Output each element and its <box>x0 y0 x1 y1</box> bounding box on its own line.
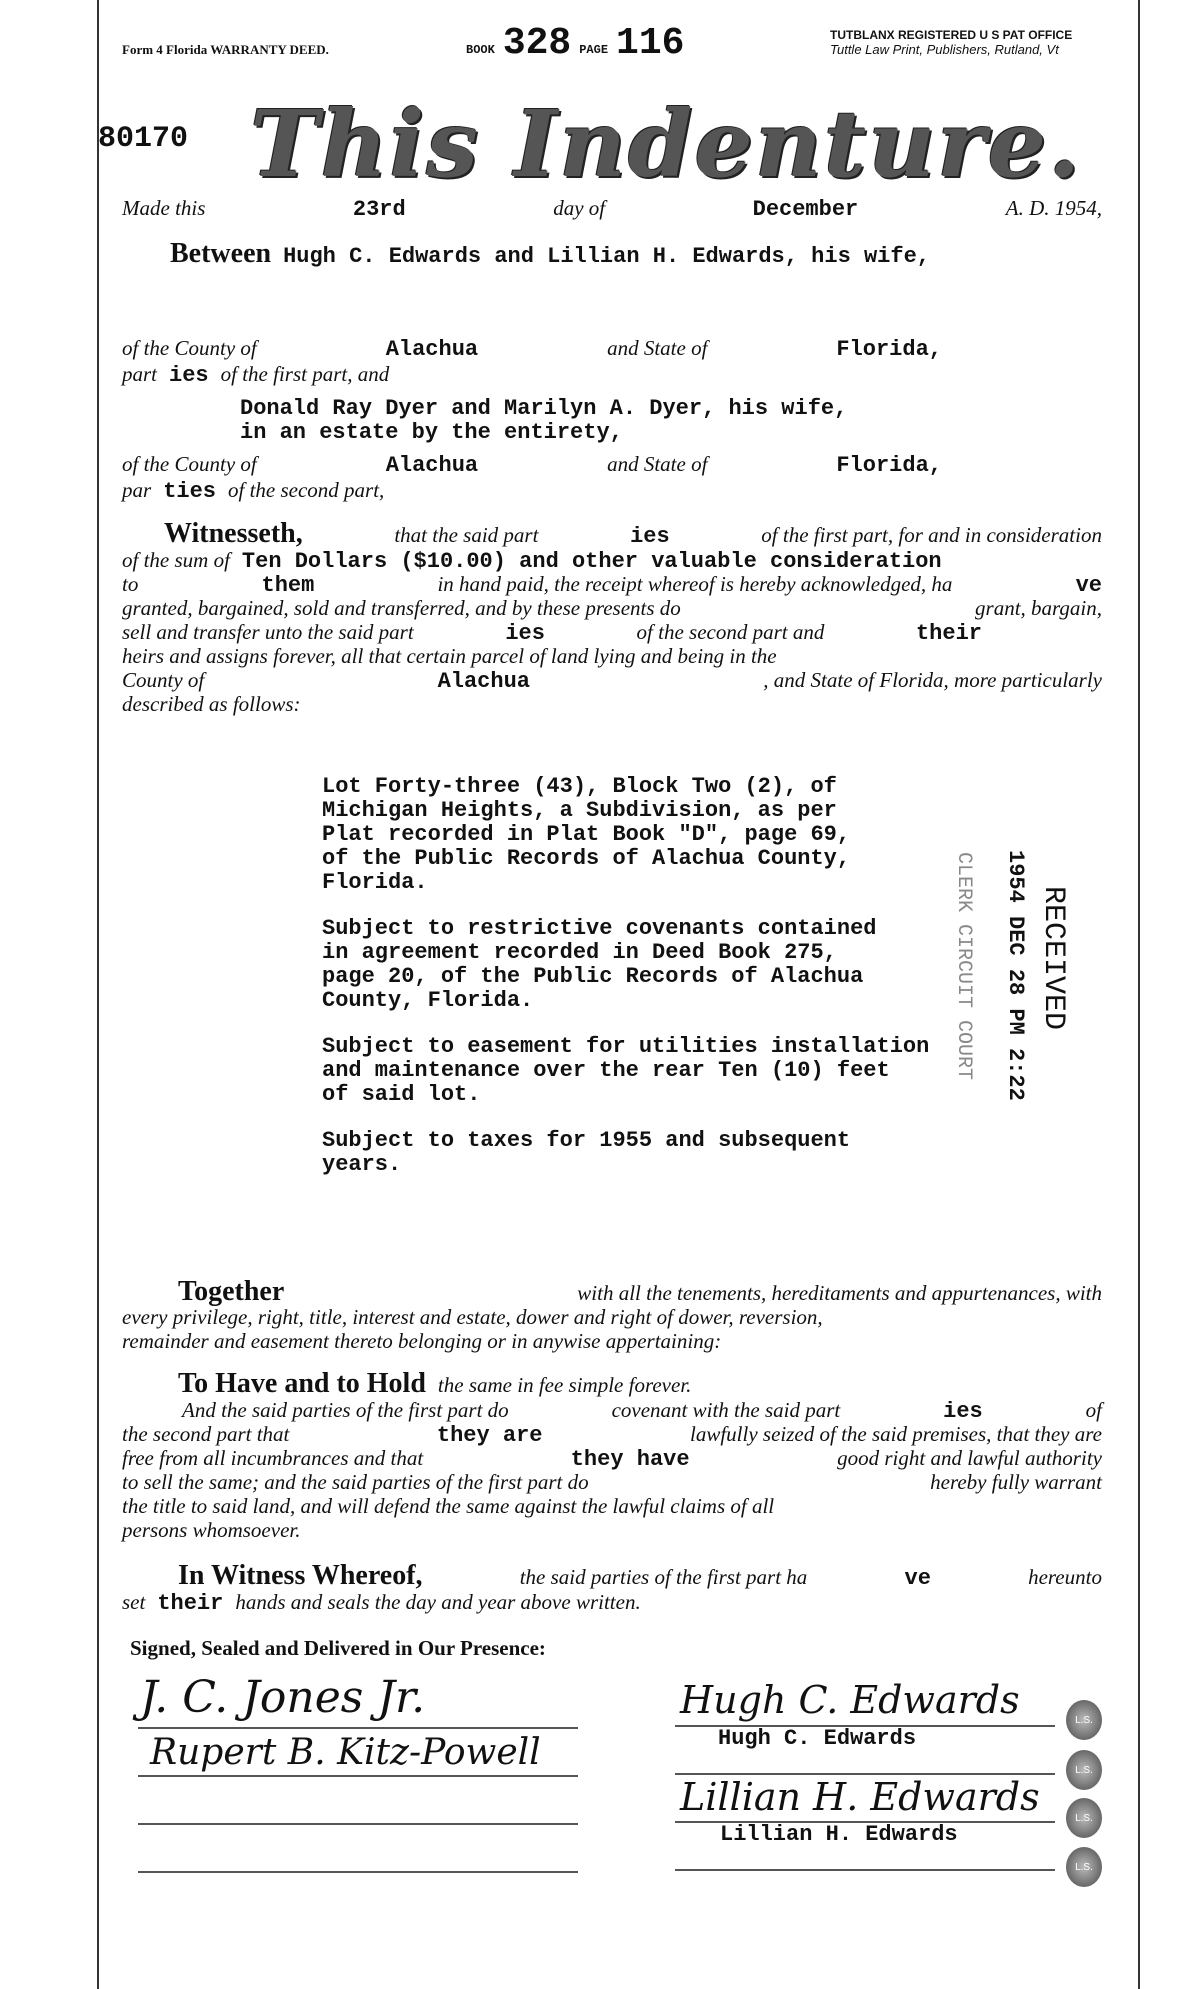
typed-text: Ten Dollars ($10.00) and other valuable consideration <box>241 549 942 574</box>
printed-text: described as follows: <box>122 692 301 716</box>
printed-text: heirs and assigns forever, all that certain parcel of land lying and being in the <box>122 644 777 668</box>
typed-text: Florida, <box>836 337 942 362</box>
deed-line <box>240 420 940 445</box>
witness-signature-2: Rupert B. Kitz-Powell <box>150 1732 541 1773</box>
deed-line <box>122 620 982 646</box>
typed-text: ies <box>505 621 545 646</box>
printed-text: the said parties of the first part ha <box>519 1565 808 1589</box>
typed-text: in agreement recorded in Deed Book 275, <box>322 940 837 965</box>
typed-text: Alachua <box>385 337 479 362</box>
typed-text: and maintenance over the rear Ten (10) feet <box>322 1058 890 1083</box>
deed-line <box>122 1518 522 1543</box>
deed-line <box>122 572 1102 598</box>
witness-line-2 <box>138 1775 578 1777</box>
typed-text: their <box>915 621 982 646</box>
typed-text: ties <box>163 479 216 504</box>
printed-text: hereby fully warrant <box>930 1470 1102 1494</box>
printed-text: County of <box>122 668 205 692</box>
typed-text: of the Public Records of Alachua County, <box>322 846 851 871</box>
deed-line <box>122 1470 1102 1495</box>
page-label: PAGE <box>579 43 609 57</box>
printed-text: Made this <box>122 196 206 220</box>
seal-3: L.S. <box>1066 1798 1102 1838</box>
deed-line <box>122 1329 1102 1354</box>
deed-line <box>322 1082 1022 1107</box>
typed-text: Donald Ray Dyer and Marilyn A. Dyer, his wife, <box>240 396 848 421</box>
printed-text: of the second part, <box>228 478 385 502</box>
printed-text: and State of <box>607 452 708 476</box>
deed-line <box>322 988 1022 1013</box>
typed-text: Plat recorded in Plat Book "D", page 69, <box>322 822 851 847</box>
deed-line <box>178 1560 1102 1592</box>
section-heading: Witnesseth, <box>164 518 303 549</box>
deed-line <box>322 870 1022 895</box>
typed-text: ve <box>904 1566 931 1591</box>
deed-line <box>322 1034 1022 1059</box>
printed-text: lawfully seized of the said premises, that they are <box>690 1422 1102 1446</box>
deed-line <box>122 596 1102 621</box>
deed-line <box>322 774 1022 799</box>
deed-line <box>122 452 942 478</box>
typed-text: their <box>157 1591 224 1616</box>
typed-text: they have <box>570 1447 690 1472</box>
printed-text: to <box>122 572 139 596</box>
received-date-stamp: 1954 DEC 28 PM 2:22 <box>1003 850 1028 1101</box>
witness-line-1 <box>138 1727 578 1729</box>
printed-text: the second part that <box>122 1422 290 1446</box>
deed-line <box>122 1422 1102 1448</box>
typed-text: in an estate by the entirety, <box>240 420 623 445</box>
printed-text: granted, bargained, sold and transferred, and by these presents do <box>122 596 681 620</box>
deed-line <box>178 1368 938 1400</box>
printed-text: of the second part and <box>636 620 825 644</box>
grantor-name-2: Lillian H. Edwards <box>720 1822 958 1847</box>
typed-text: ve <box>1075 573 1102 598</box>
typed-text: they are <box>436 1423 543 1448</box>
witness-line-3 <box>138 1823 578 1825</box>
deed-line <box>122 692 522 717</box>
right-border <box>1138 0 1140 1989</box>
witness-signature-1: J. C. Jones Jr. <box>140 1672 426 1723</box>
typed-text: Subject to easement for utilities installation <box>322 1034 930 1059</box>
typed-text: Florida, <box>836 453 942 478</box>
printed-text: And the said parties of the first part do <box>182 1398 509 1422</box>
book-page-stamp <box>466 22 684 65</box>
typed-text: Florida. <box>322 870 428 895</box>
typed-text: County, Florida. <box>322 988 534 1013</box>
section-heading: Together <box>178 1276 285 1307</box>
received-stamp: RECEIVED <box>1036 886 1070 1031</box>
section-heading: Between <box>170 238 272 269</box>
typed-text: Subject to taxes for 1955 and subsequent <box>322 1128 851 1153</box>
typed-text: 23rd <box>352 197 406 222</box>
deed-line <box>322 916 1022 941</box>
printed-text: in hand paid, the receipt whereof is hereby acknowledged, ha <box>437 572 953 596</box>
deed-line <box>170 238 1010 270</box>
printed-text: A. D. 1954, <box>1005 196 1102 220</box>
printed-text: grant, bargain, <box>975 596 1102 620</box>
printed-text: the title to said land, and will defend the same against the lawful claims of all <box>122 1494 775 1518</box>
deed-line <box>322 940 1022 965</box>
typed-text: Alachua <box>385 453 479 478</box>
typed-text: Alachua <box>437 669 530 694</box>
printed-text: the same in fee simple forever. <box>437 1373 692 1397</box>
signed-sealed-heading: Signed, Sealed and Delivered in Our Presence: <box>130 1636 546 1660</box>
deed-line <box>182 1398 1102 1424</box>
deed-line <box>122 1590 822 1616</box>
typed-text: years. <box>322 1152 402 1177</box>
typed-text: ies <box>943 1399 983 1424</box>
deed-line <box>122 1494 1102 1519</box>
printed-text: hereunto <box>1028 1565 1102 1589</box>
grantor-line-4 <box>675 1869 1055 1871</box>
printed-text: and State of <box>607 336 708 360</box>
typed-text: ies <box>630 524 670 549</box>
printed-text: sell and transfer unto the said part <box>122 620 414 644</box>
printed-text: part <box>122 362 158 386</box>
deed-line <box>322 846 1022 871</box>
witness-line-4 <box>138 1871 578 1873</box>
printed-text: par <box>122 478 152 502</box>
deed-line <box>322 1152 1022 1177</box>
printed-text: set <box>122 1590 146 1614</box>
typed-text: Hugh C. Edwards and Lillian H. Edwards, his wife, <box>283 244 930 269</box>
deed-line <box>178 1276 1102 1308</box>
printed-text: remainder and easement thereto belonging or in anywise appertaining: <box>122 1329 722 1353</box>
deed-line <box>322 822 1022 847</box>
seal-4: L.S. <box>1066 1847 1102 1887</box>
deed-line <box>322 1128 1022 1153</box>
typed-text: page 20, of the Public Records of Alachua <box>322 964 864 989</box>
printed-text: of the sum of <box>122 548 230 572</box>
printed-text: free from all incumbrances and that <box>122 1446 424 1470</box>
typed-text: Michigan Heights, a Subdivision, as per <box>322 798 837 823</box>
printed-text: of the County of <box>122 336 257 360</box>
printed-text: with all the tenements, hereditaments and appurtenances, with <box>577 1281 1102 1305</box>
typed-text: them <box>261 573 315 598</box>
form-label: Form 4 Florida WARRANTY DEED. <box>122 42 329 57</box>
deed-line <box>322 964 1022 989</box>
deed-line <box>122 362 522 388</box>
printed-text: of the first part, for and in consideration <box>761 523 1102 547</box>
deed-line <box>164 518 1102 550</box>
deed-line <box>240 396 940 421</box>
deed-line <box>122 1446 1102 1472</box>
typed-text: December <box>752 197 859 222</box>
printed-text: good right and lawful authority <box>837 1446 1102 1470</box>
printed-text: every privilege, right, title, interest and estate, dower and right of dower, reversion, <box>122 1305 823 1329</box>
book-number: 328 <box>502 22 572 65</box>
grantor-signature-2: Lillian H. Edwards <box>680 1775 1040 1819</box>
grantor-name-1: Hugh C. Edwards <box>718 1726 917 1751</box>
printed-text: of <box>1085 1398 1102 1422</box>
printed-text: , and State of Florida, more particularly <box>763 668 1102 692</box>
seal-2: L.S. <box>1066 1750 1102 1790</box>
grantor-signature-1: Hugh C. Edwards <box>680 1678 1020 1722</box>
typed-text: Lot Forty-three (43), Block Two (2), of <box>322 774 837 799</box>
deed-line <box>122 668 1102 694</box>
printed-text: hands and seals the day and year above written. <box>235 1590 641 1614</box>
typed-text: Subject to restrictive covenants contained <box>322 916 877 941</box>
deed-line <box>122 548 1072 574</box>
publisher-line-2: Tuttle Law Print, Publishers, Rutland, Vt <box>830 42 1059 57</box>
printed-text: persons whomsoever. <box>122 1518 301 1542</box>
typed-text: of said lot. <box>322 1082 481 1107</box>
deed-line <box>122 478 522 504</box>
file-number: 80170 <box>98 122 189 156</box>
printed-text: of the first part, and <box>220 362 390 386</box>
printed-text: to sell the same; and the said parties of the first part do <box>122 1470 589 1494</box>
printed-text: of the County of <box>122 452 257 476</box>
typed-text: ies <box>169 363 209 388</box>
left-border <box>97 0 99 1989</box>
deed-line <box>122 1305 1102 1330</box>
deed-line <box>122 196 1102 222</box>
deed-line <box>322 798 1022 823</box>
document-title: This Indenture. <box>250 90 1083 198</box>
deed-line <box>322 1058 1022 1083</box>
page-number: 116 <box>616 22 685 65</box>
publisher-line-1: TUTBLANX REGISTERED U S PAT OFFICE <box>830 28 1073 42</box>
printed-text: covenant with the said part <box>611 1398 841 1422</box>
printed-text: that the said part <box>394 523 539 547</box>
section-heading: In Witness Whereof, <box>178 1560 423 1591</box>
seal-1: L.S. <box>1066 1700 1102 1740</box>
book-label: BOOK <box>466 43 495 57</box>
clerk-stamp: CLERK CIRCUIT COURT <box>952 852 975 1081</box>
section-heading: To Have and to Hold <box>178 1368 426 1399</box>
printed-text: day of <box>553 196 606 220</box>
deed-line <box>122 336 942 362</box>
deed-line <box>122 644 1102 669</box>
